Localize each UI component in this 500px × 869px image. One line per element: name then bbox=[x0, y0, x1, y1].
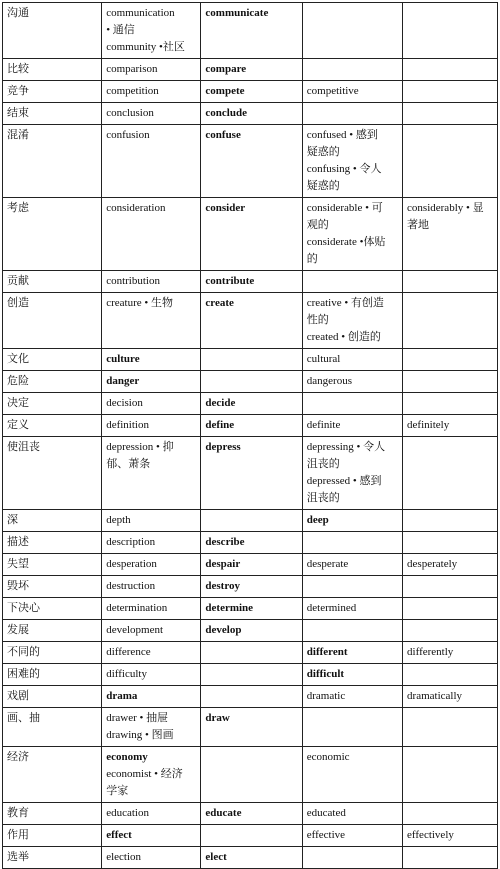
cell-text-line: culture bbox=[106, 353, 140, 365]
adverb-form-cell bbox=[403, 708, 498, 747]
adverb-form-cell bbox=[403, 642, 498, 664]
noun-form-cell bbox=[102, 642, 201, 664]
cell-text-line: description bbox=[106, 536, 156, 548]
cell-text-line: 危险 bbox=[7, 375, 29, 387]
adverb-form-cell bbox=[403, 847, 498, 869]
adverb-form-cell bbox=[403, 415, 498, 437]
adjective-form-cell bbox=[302, 747, 402, 803]
table-row bbox=[3, 198, 498, 271]
chinese-meaning-cell bbox=[3, 59, 102, 81]
table-row bbox=[3, 349, 498, 371]
table-row bbox=[3, 598, 498, 620]
adverb-form-cell bbox=[403, 371, 498, 393]
adjective-form-cell bbox=[302, 664, 402, 686]
cell-text-line: confuse bbox=[205, 129, 241, 141]
table-row bbox=[3, 293, 498, 349]
cell-text-line: 性的 bbox=[306, 314, 329, 326]
cell-text-line: conclusion bbox=[106, 107, 154, 119]
table-row bbox=[3, 708, 498, 747]
chinese-meaning-cell bbox=[3, 371, 102, 393]
noun-form-cell bbox=[102, 747, 201, 803]
cell-text-line: confusing • 令人 bbox=[306, 163, 382, 175]
table-row bbox=[3, 686, 498, 708]
verb-form-cell bbox=[201, 393, 302, 415]
chinese-meaning-cell bbox=[3, 847, 102, 869]
noun-form-cell bbox=[102, 393, 201, 415]
adverb-form-cell bbox=[403, 437, 498, 510]
verb-form-cell bbox=[201, 510, 302, 532]
chinese-meaning-cell bbox=[3, 271, 102, 293]
adverb-form-cell bbox=[403, 271, 498, 293]
word-forms-table-body bbox=[3, 3, 498, 869]
cell-text-line: 不同的 bbox=[7, 646, 40, 658]
chinese-meaning-cell bbox=[3, 598, 102, 620]
cell-text-line: confused • 感到 bbox=[306, 129, 378, 141]
verb-form-cell bbox=[201, 371, 302, 393]
chinese-meaning-cell bbox=[3, 103, 102, 125]
adverb-form-cell bbox=[403, 664, 498, 686]
noun-form-cell bbox=[102, 437, 201, 510]
chinese-meaning-cell bbox=[3, 642, 102, 664]
adjective-form-cell bbox=[302, 349, 402, 371]
adverb-form-cell bbox=[403, 125, 498, 198]
adjective-form-cell bbox=[302, 708, 402, 747]
verb-form-cell bbox=[201, 620, 302, 642]
cell-text-line: education bbox=[106, 807, 149, 819]
cell-text-line: draw bbox=[205, 712, 230, 724]
cell-text-line: communication bbox=[106, 7, 175, 19]
cell-text-line: 失望 bbox=[7, 558, 29, 570]
cell-text-line: considerable • 可 bbox=[306, 202, 383, 214]
adjective-form-cell bbox=[302, 125, 402, 198]
adjective-form-cell bbox=[302, 103, 402, 125]
adjective-form-cell bbox=[302, 620, 402, 642]
cell-text-line: dangerous bbox=[306, 375, 352, 387]
adjective-form-cell bbox=[302, 686, 402, 708]
cell-text-line: 沟通 bbox=[7, 7, 29, 19]
verb-form-cell bbox=[201, 59, 302, 81]
adverb-form-cell bbox=[403, 59, 498, 81]
cell-text-line: 郁、萧条 bbox=[106, 458, 151, 470]
cell-text-line: differently bbox=[407, 646, 454, 658]
chinese-meaning-cell bbox=[3, 437, 102, 510]
table-row bbox=[3, 620, 498, 642]
noun-form-cell bbox=[102, 125, 201, 198]
cell-text-line: difference bbox=[106, 646, 151, 658]
cell-text-line: 下决心 bbox=[7, 602, 40, 614]
verb-form-cell bbox=[201, 349, 302, 371]
table-row bbox=[3, 81, 498, 103]
cell-text-line: 沮丧的 bbox=[306, 458, 340, 470]
chinese-meaning-cell bbox=[3, 825, 102, 847]
cell-text-line: 选举 bbox=[7, 851, 29, 863]
cell-text-line: define bbox=[205, 419, 235, 431]
cell-text-line: considerably • 显 bbox=[407, 202, 484, 214]
cell-text-line: destruction bbox=[106, 580, 156, 592]
cell-text-line: 混淆 bbox=[7, 129, 29, 141]
verb-form-cell bbox=[201, 598, 302, 620]
adjective-form-cell bbox=[302, 437, 402, 510]
verb-form-cell bbox=[201, 271, 302, 293]
verb-form-cell bbox=[201, 81, 302, 103]
adverb-form-cell bbox=[403, 598, 498, 620]
adjective-form-cell bbox=[302, 3, 402, 59]
cell-text-line: community •社区 bbox=[106, 41, 185, 53]
table-row bbox=[3, 415, 498, 437]
chinese-meaning-cell bbox=[3, 81, 102, 103]
chinese-meaning-cell bbox=[3, 664, 102, 686]
adjective-form-cell bbox=[302, 81, 402, 103]
cell-text-line: dramatically bbox=[407, 690, 463, 702]
verb-form-cell bbox=[201, 437, 302, 510]
cell-text-line: contribution bbox=[106, 275, 160, 287]
verb-form-cell bbox=[201, 554, 302, 576]
noun-form-cell bbox=[102, 708, 201, 747]
adjective-form-cell bbox=[302, 642, 402, 664]
cell-text-line: desperately bbox=[407, 558, 458, 570]
chinese-meaning-cell bbox=[3, 532, 102, 554]
cell-text-line: determination bbox=[106, 602, 168, 614]
cell-text-line: 经济 bbox=[7, 751, 29, 763]
noun-form-cell bbox=[102, 103, 201, 125]
verb-form-cell bbox=[201, 3, 302, 59]
cell-text-line: 决定 bbox=[7, 397, 29, 409]
cell-text-line: economic bbox=[306, 751, 350, 763]
cell-text-line: 深 bbox=[7, 514, 18, 526]
noun-form-cell bbox=[102, 293, 201, 349]
cell-text-line: 困难的 bbox=[7, 668, 40, 680]
verb-form-cell bbox=[201, 825, 302, 847]
cell-text-line: effect bbox=[106, 829, 132, 841]
verb-form-cell bbox=[201, 642, 302, 664]
cell-text-line: comparison bbox=[106, 63, 158, 75]
cell-text-line: drama bbox=[106, 690, 138, 702]
table-row bbox=[3, 642, 498, 664]
cell-text-line: definitely bbox=[407, 419, 450, 431]
adverb-form-cell bbox=[403, 510, 498, 532]
cell-text-line: desperate bbox=[306, 558, 349, 570]
noun-form-cell bbox=[102, 271, 201, 293]
cell-text-line: dramatic bbox=[306, 690, 346, 702]
adjective-form-cell bbox=[302, 598, 402, 620]
adverb-form-cell bbox=[403, 825, 498, 847]
adjective-form-cell bbox=[302, 371, 402, 393]
table-row bbox=[3, 510, 498, 532]
table-row bbox=[3, 825, 498, 847]
table-row bbox=[3, 3, 498, 59]
cell-text-line: 的 bbox=[306, 253, 318, 265]
cell-text-line: describe bbox=[205, 536, 245, 548]
cell-text-line: creature • 生物 bbox=[106, 297, 173, 309]
noun-form-cell bbox=[102, 532, 201, 554]
cell-text-line: competitive bbox=[306, 85, 359, 97]
cell-text-line: 贡献 bbox=[7, 275, 29, 287]
cell-text-line: creative • 有创造 bbox=[306, 297, 384, 309]
cell-text-line: desperation bbox=[106, 558, 157, 570]
noun-form-cell bbox=[102, 598, 201, 620]
cell-text-line: competition bbox=[106, 85, 159, 97]
cell-text-line: 文化 bbox=[7, 353, 29, 365]
cell-text-line: 比较 bbox=[7, 63, 29, 75]
cell-text-line: development bbox=[106, 624, 164, 636]
cell-text-line: 沮丧的 bbox=[306, 492, 340, 504]
cell-text-line: 毁坏 bbox=[7, 580, 29, 592]
cell-text-line: compare bbox=[205, 63, 247, 75]
cell-text-line: drawing • 图画 bbox=[106, 729, 174, 741]
adverb-form-cell bbox=[403, 747, 498, 803]
cell-text-line: develop bbox=[205, 624, 242, 636]
noun-form-cell bbox=[102, 81, 201, 103]
cell-text-line: 描述 bbox=[7, 536, 29, 548]
noun-form-cell bbox=[102, 664, 201, 686]
adverb-form-cell bbox=[403, 576, 498, 598]
cell-text-line: elect bbox=[205, 851, 227, 863]
cell-text-line: 结束 bbox=[7, 107, 29, 119]
cell-text-line: created • 创造的 bbox=[306, 331, 381, 343]
adverb-form-cell bbox=[403, 686, 498, 708]
word-forms-table bbox=[2, 2, 498, 869]
verb-form-cell bbox=[201, 293, 302, 349]
verb-form-cell bbox=[201, 686, 302, 708]
adverb-form-cell bbox=[403, 81, 498, 103]
verb-form-cell bbox=[201, 125, 302, 198]
cell-text-line: depression • 抑 bbox=[106, 441, 174, 453]
verb-form-cell bbox=[201, 103, 302, 125]
chinese-meaning-cell bbox=[3, 620, 102, 642]
verb-form-cell bbox=[201, 576, 302, 598]
verb-form-cell bbox=[201, 847, 302, 869]
cell-text-line: educate bbox=[205, 807, 242, 819]
cell-text-line: different bbox=[306, 646, 348, 658]
table-row bbox=[3, 371, 498, 393]
cell-text-line: destroy bbox=[205, 580, 241, 592]
table-row bbox=[3, 103, 498, 125]
adverb-form-cell bbox=[403, 198, 498, 271]
adverb-form-cell bbox=[403, 532, 498, 554]
cell-text-line: create bbox=[205, 297, 234, 309]
cell-text-line: 画、抽 bbox=[7, 712, 40, 724]
noun-form-cell bbox=[102, 59, 201, 81]
cell-text-line: 教育 bbox=[7, 807, 29, 819]
adverb-form-cell bbox=[403, 349, 498, 371]
chinese-meaning-cell bbox=[3, 415, 102, 437]
verb-form-cell bbox=[201, 532, 302, 554]
cell-text-line: 著地 bbox=[407, 219, 430, 231]
adverb-form-cell bbox=[403, 3, 498, 59]
noun-form-cell bbox=[102, 825, 201, 847]
chinese-meaning-cell bbox=[3, 708, 102, 747]
adverb-form-cell bbox=[403, 620, 498, 642]
adjective-form-cell bbox=[302, 293, 402, 349]
cell-text-line: election bbox=[106, 851, 142, 863]
noun-form-cell bbox=[102, 3, 201, 59]
chinese-meaning-cell bbox=[3, 393, 102, 415]
cell-text-line: determined bbox=[306, 602, 357, 614]
adjective-form-cell bbox=[302, 532, 402, 554]
adjective-form-cell bbox=[302, 825, 402, 847]
cell-text-line: determine bbox=[205, 602, 254, 614]
noun-form-cell bbox=[102, 686, 201, 708]
table-row bbox=[3, 747, 498, 803]
adjective-form-cell bbox=[302, 198, 402, 271]
cell-text-line: decide bbox=[205, 397, 236, 409]
chinese-meaning-cell bbox=[3, 125, 102, 198]
cell-text-line: 竞争 bbox=[7, 85, 29, 97]
cell-text-line: decision bbox=[106, 397, 143, 409]
cell-text-line: considerate •体贴 bbox=[306, 236, 386, 248]
cell-text-line: depressed • 感到 bbox=[306, 475, 382, 487]
cell-text-line: despair bbox=[205, 558, 241, 570]
cell-text-line: contribute bbox=[205, 275, 255, 287]
cell-text-line: 戏剧 bbox=[7, 690, 29, 702]
cell-text-line: 学家 bbox=[106, 785, 129, 797]
noun-form-cell bbox=[102, 576, 201, 598]
verb-form-cell bbox=[201, 747, 302, 803]
table-row bbox=[3, 576, 498, 598]
cell-text-line: 考虑 bbox=[7, 202, 29, 214]
cell-text-line: cultural bbox=[306, 353, 341, 365]
noun-form-cell bbox=[102, 847, 201, 869]
adjective-form-cell bbox=[302, 59, 402, 81]
cell-text-line: effective bbox=[306, 829, 346, 841]
noun-form-cell bbox=[102, 620, 201, 642]
table-row bbox=[3, 554, 498, 576]
cell-text-line: 疑惑的 bbox=[306, 146, 340, 158]
cell-text-line: danger bbox=[106, 375, 140, 387]
adverb-form-cell bbox=[403, 293, 498, 349]
cell-text-line: difficulty bbox=[106, 668, 147, 680]
adjective-form-cell bbox=[302, 271, 402, 293]
cell-text-line: confusion bbox=[106, 129, 150, 141]
table-row bbox=[3, 271, 498, 293]
cell-text-line: effectively bbox=[407, 829, 454, 841]
cell-text-line: 观的 bbox=[306, 219, 329, 231]
noun-form-cell bbox=[102, 371, 201, 393]
chinese-meaning-cell bbox=[3, 554, 102, 576]
chinese-meaning-cell bbox=[3, 349, 102, 371]
adjective-form-cell bbox=[302, 393, 402, 415]
cell-text-line: 疑惑的 bbox=[306, 180, 340, 192]
cell-text-line: drawer • 抽屉 bbox=[106, 712, 169, 724]
verb-form-cell bbox=[201, 664, 302, 686]
cell-text-line: 创造 bbox=[7, 297, 29, 309]
verb-form-cell bbox=[201, 415, 302, 437]
chinese-meaning-cell bbox=[3, 198, 102, 271]
noun-form-cell bbox=[102, 554, 201, 576]
verb-form-cell bbox=[201, 708, 302, 747]
adjective-form-cell bbox=[302, 576, 402, 598]
cell-text-line: depth bbox=[106, 514, 131, 526]
table-row bbox=[3, 847, 498, 869]
chinese-meaning-cell bbox=[3, 576, 102, 598]
cell-text-line: depress bbox=[205, 441, 241, 453]
chinese-meaning-cell bbox=[3, 3, 102, 59]
table-row bbox=[3, 393, 498, 415]
cell-text-line: consider bbox=[205, 202, 246, 214]
cell-text-line: deep bbox=[306, 514, 329, 526]
cell-text-line: depressing • 令人 bbox=[306, 441, 386, 453]
noun-form-cell bbox=[102, 349, 201, 371]
noun-form-cell bbox=[102, 415, 201, 437]
cell-text-line: educated bbox=[306, 807, 346, 819]
cell-text-line: difficult bbox=[306, 668, 345, 680]
adverb-form-cell bbox=[403, 393, 498, 415]
cell-text-line: • 通信 bbox=[106, 24, 135, 36]
cell-text-line: 发展 bbox=[7, 624, 29, 636]
cell-text-line: conclude bbox=[205, 107, 247, 119]
table-row bbox=[3, 437, 498, 510]
table-row bbox=[3, 532, 498, 554]
adverb-form-cell bbox=[403, 103, 498, 125]
cell-text-line: 作用 bbox=[7, 829, 29, 841]
noun-form-cell bbox=[102, 510, 201, 532]
cell-text-line: definite bbox=[306, 419, 341, 431]
cell-text-line: definition bbox=[106, 419, 149, 431]
verb-form-cell bbox=[201, 198, 302, 271]
noun-form-cell bbox=[102, 198, 201, 271]
cell-text-line: economist • 经济 bbox=[106, 768, 183, 780]
chinese-meaning-cell bbox=[3, 293, 102, 349]
adjective-form-cell bbox=[302, 415, 402, 437]
cell-text-line: 使沮丧 bbox=[7, 441, 40, 453]
cell-text-line: economy bbox=[106, 751, 148, 763]
cell-text-line: 定义 bbox=[7, 419, 29, 431]
chinese-meaning-cell bbox=[3, 686, 102, 708]
adjective-form-cell bbox=[302, 510, 402, 532]
adverb-form-cell bbox=[403, 554, 498, 576]
cell-text-line: communicate bbox=[205, 7, 269, 19]
adjective-form-cell bbox=[302, 847, 402, 869]
chinese-meaning-cell bbox=[3, 747, 102, 803]
adjective-form-cell bbox=[302, 554, 402, 576]
chinese-meaning-cell bbox=[3, 510, 102, 532]
table-row bbox=[3, 59, 498, 81]
table-row bbox=[3, 125, 498, 198]
table-row bbox=[3, 664, 498, 686]
cell-text-line: compete bbox=[205, 85, 245, 97]
cell-text-line: consideration bbox=[106, 202, 166, 214]
